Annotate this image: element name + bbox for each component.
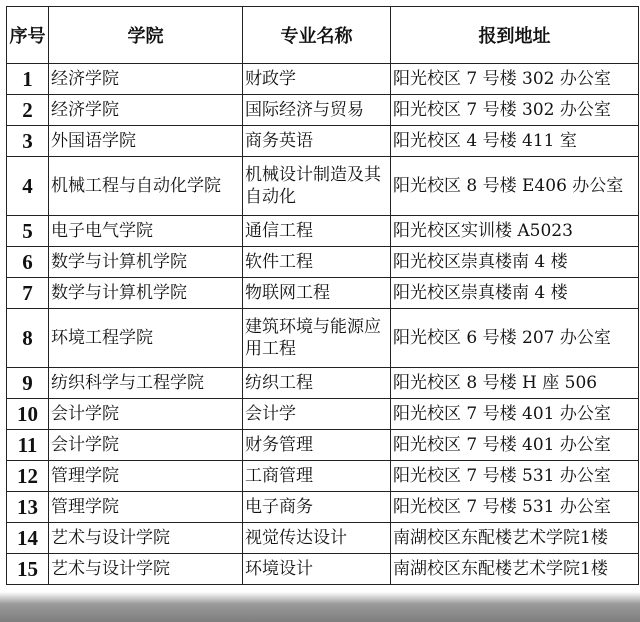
college-cell: 会计学院 [49, 399, 243, 430]
college-cell: 外国语学院 [49, 126, 243, 157]
row-number: 10 [7, 399, 49, 430]
major-cell: 通信工程 [243, 216, 391, 247]
header-address: 报到地址 [391, 7, 639, 64]
major-cell: 财务管理 [243, 430, 391, 461]
college-cell: 环境工程学院 [49, 309, 243, 368]
row-number: 8 [7, 309, 49, 368]
address-cell: 阳光校区 4 号楼 411 室 [391, 126, 639, 157]
table-row [7, 126, 639, 157]
table-row [7, 368, 639, 399]
table-row [7, 157, 639, 216]
table-row [7, 278, 639, 309]
row-number: 9 [7, 368, 49, 399]
address-cell: 阳光校区崇真楼南 4 楼 [391, 278, 639, 309]
college-cell: 电子电气学院 [49, 216, 243, 247]
address-cell: 阳光校区 7 号楼 302 办公室 [391, 95, 639, 126]
address-cell: 南湖校区东配楼艺术学院1楼 [391, 554, 639, 585]
row-number: 14 [7, 523, 49, 554]
address-cell: 阳光校区 6 号楼 207 办公室 [391, 309, 639, 368]
college-cell: 数学与计算机学院 [49, 278, 243, 309]
header-college: 学院 [49, 7, 243, 64]
registration-table [6, 6, 639, 585]
major-cell: 电子商务 [243, 492, 391, 523]
row-number: 11 [7, 430, 49, 461]
address-cell: 阳光校区 7 号楼 531 办公室 [391, 461, 639, 492]
college-cell: 经济学院 [49, 95, 243, 126]
college-cell: 艺术与设计学院 [49, 523, 243, 554]
table-row [7, 95, 639, 126]
header-major: 专业名称 [243, 7, 391, 64]
table-row [7, 523, 639, 554]
address-cell: 南湖校区东配楼艺术学院1楼 [391, 523, 639, 554]
table-row [7, 492, 639, 523]
table-row [7, 309, 639, 368]
major-cell: 工商管理 [243, 461, 391, 492]
address-cell: 阳光校区 7 号楼 401 办公室 [391, 430, 639, 461]
major-cell: 财政学 [243, 64, 391, 95]
major-cell: 会计学 [243, 399, 391, 430]
table-row [7, 399, 639, 430]
row-number: 3 [7, 126, 49, 157]
registration-table-container [6, 6, 638, 585]
row-number: 2 [7, 95, 49, 126]
major-cell: 物联网工程 [243, 278, 391, 309]
major-cell: 机械设计制造及其自动化 [243, 157, 391, 216]
row-number: 13 [7, 492, 49, 523]
table-row [7, 216, 639, 247]
table-header-row [7, 7, 639, 64]
college-cell: 会计学院 [49, 430, 243, 461]
major-cell: 环境设计 [243, 554, 391, 585]
college-cell: 艺术与设计学院 [49, 554, 243, 585]
major-cell: 纺织工程 [243, 368, 391, 399]
table-row [7, 64, 639, 95]
address-cell: 阳光校区 7 号楼 302 办公室 [391, 64, 639, 95]
major-cell: 国际经济与贸易 [243, 95, 391, 126]
college-cell: 纺织科学与工程学院 [49, 368, 243, 399]
table-row [7, 461, 639, 492]
bottom-shadow [0, 592, 640, 622]
header-no: 序号 [7, 7, 49, 64]
row-number: 6 [7, 247, 49, 278]
college-cell: 管理学院 [49, 492, 243, 523]
table-row [7, 430, 639, 461]
college-cell: 经济学院 [49, 64, 243, 95]
major-cell: 商务英语 [243, 126, 391, 157]
table-row [7, 554, 639, 585]
row-number: 7 [7, 278, 49, 309]
major-cell: 视觉传达设计 [243, 523, 391, 554]
address-cell: 阳光校区崇真楼南 4 楼 [391, 247, 639, 278]
row-number: 15 [7, 554, 49, 585]
college-cell: 机械工程与自动化学院 [49, 157, 243, 216]
row-number: 12 [7, 461, 49, 492]
address-cell: 阳光校区 8 号楼 H 座 506 [391, 368, 639, 399]
address-cell: 阳光校区 8 号楼 E406 办公室 [391, 157, 639, 216]
major-cell: 软件工程 [243, 247, 391, 278]
row-number: 5 [7, 216, 49, 247]
row-number: 1 [7, 64, 49, 95]
address-cell: 阳光校区 7 号楼 401 办公室 [391, 399, 639, 430]
address-cell: 阳光校区 7 号楼 531 办公室 [391, 492, 639, 523]
major-cell: 建筑环境与能源应用工程 [243, 309, 391, 368]
address-cell: 阳光校区实训楼 A5023 [391, 216, 639, 247]
college-cell: 数学与计算机学院 [49, 247, 243, 278]
table-row [7, 247, 639, 278]
college-cell: 管理学院 [49, 461, 243, 492]
row-number: 4 [7, 157, 49, 216]
